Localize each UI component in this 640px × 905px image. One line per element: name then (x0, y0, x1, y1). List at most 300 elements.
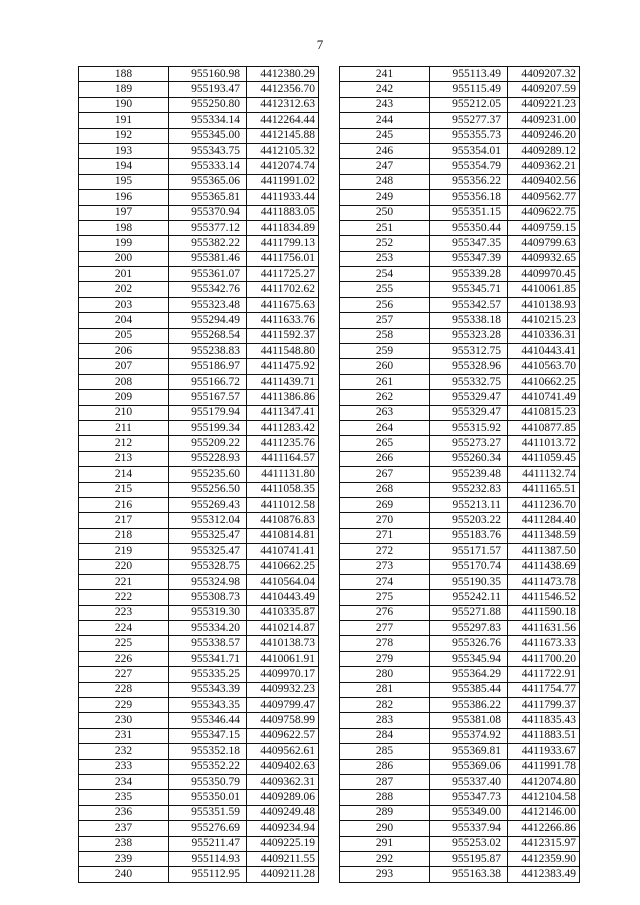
y-coordinate-cell: 4411284.40 (508, 513, 580, 528)
table-row (340, 497, 580, 512)
x-coordinate-cell: 955334.14 (169, 113, 247, 128)
point-number-cell: 213 (79, 451, 169, 466)
x-coordinate-cell: 955190.35 (430, 574, 508, 589)
y-coordinate-cell: 4410741.41 (247, 544, 319, 559)
table-row (340, 759, 580, 774)
y-coordinate-cell: 4409970.17 (247, 667, 319, 682)
x-coordinate-cell: 955160.98 (169, 67, 247, 82)
point-number-cell: 218 (79, 528, 169, 543)
point-number-cell: 258 (340, 328, 430, 343)
table-row (340, 174, 580, 189)
point-number-cell: 260 (340, 359, 430, 374)
x-coordinate-cell: 955297.83 (430, 621, 508, 636)
point-number-cell: 200 (79, 251, 169, 266)
table-row (340, 236, 580, 251)
y-coordinate-cell: 4409211.55 (247, 851, 319, 866)
table-row (79, 236, 319, 251)
y-coordinate-cell: 4411475.92 (247, 359, 319, 374)
x-coordinate-cell: 955343.35 (169, 698, 247, 713)
point-number-cell: 212 (79, 436, 169, 451)
point-number-cell: 246 (340, 143, 430, 158)
point-number-cell: 191 (79, 113, 169, 128)
y-coordinate-cell: 4410214.87 (247, 621, 319, 636)
point-number-cell: 252 (340, 236, 430, 251)
table-row (340, 867, 580, 882)
y-coordinate-cell: 4412074.74 (247, 159, 319, 174)
table-row (340, 728, 580, 743)
y-coordinate-cell: 4412266.86 (508, 821, 580, 836)
point-number-cell: 267 (340, 467, 430, 482)
x-coordinate-cell: 955277.37 (430, 113, 508, 128)
y-coordinate-cell: 4411387.50 (508, 544, 580, 559)
point-number-cell: 240 (79, 867, 169, 882)
x-coordinate-cell: 955232.83 (430, 482, 508, 497)
table-row (340, 544, 580, 559)
table-row (340, 790, 580, 805)
x-coordinate-cell: 955112.95 (169, 867, 247, 882)
y-coordinate-cell: 4411700.20 (508, 651, 580, 666)
point-number-cell: 291 (340, 836, 430, 851)
point-number-cell: 249 (340, 190, 430, 205)
y-coordinate-cell: 4410564.04 (247, 574, 319, 589)
x-coordinate-cell: 955238.83 (169, 344, 247, 359)
table-row (79, 436, 319, 451)
point-number-cell: 273 (340, 559, 430, 574)
table-row (79, 867, 319, 882)
point-number-cell: 235 (79, 790, 169, 805)
y-coordinate-cell: 4409207.59 (508, 82, 580, 97)
point-number-cell: 207 (79, 359, 169, 374)
table-row (340, 682, 580, 697)
x-coordinate-cell: 955352.22 (169, 759, 247, 774)
y-coordinate-cell: 4409622.75 (508, 205, 580, 220)
point-number-cell: 280 (340, 667, 430, 682)
y-coordinate-cell: 4410138.93 (508, 297, 580, 312)
point-number-cell: 188 (79, 67, 169, 82)
x-coordinate-cell: 955329.47 (430, 390, 508, 405)
point-number-cell: 231 (79, 728, 169, 743)
table-row (79, 328, 319, 343)
y-coordinate-cell: 4409758.99 (247, 713, 319, 728)
y-coordinate-cell: 4410877.85 (508, 420, 580, 435)
table-row (340, 282, 580, 297)
table-row (79, 113, 319, 128)
x-coordinate-cell: 955193.47 (169, 82, 247, 97)
y-coordinate-cell: 4409207.32 (508, 67, 580, 82)
x-coordinate-cell: 955338.57 (169, 636, 247, 651)
x-coordinate-cell: 955326.76 (430, 636, 508, 651)
point-number-cell: 262 (340, 390, 430, 405)
table-row (79, 220, 319, 235)
point-number-cell: 282 (340, 698, 430, 713)
y-coordinate-cell: 4411058.35 (247, 482, 319, 497)
y-coordinate-cell: 4409402.63 (247, 759, 319, 774)
point-number-cell: 232 (79, 744, 169, 759)
x-coordinate-cell: 955338.18 (430, 313, 508, 328)
y-coordinate-cell: 4412264.44 (247, 113, 319, 128)
table-row (340, 359, 580, 374)
point-number-cell: 210 (79, 405, 169, 420)
y-coordinate-cell: 4411756.01 (247, 251, 319, 266)
table-row (79, 621, 319, 636)
table-row (79, 143, 319, 158)
x-coordinate-cell: 955369.06 (430, 759, 508, 774)
x-coordinate-cell: 955260.34 (430, 451, 508, 466)
table-row (340, 744, 580, 759)
y-coordinate-cell: 4411633.76 (247, 313, 319, 328)
y-coordinate-cell: 4409932.23 (247, 682, 319, 697)
y-coordinate-cell: 4411675.63 (247, 297, 319, 312)
y-coordinate-cell: 4409562.61 (247, 744, 319, 759)
x-coordinate-cell: 955269.43 (169, 497, 247, 512)
table-row (340, 605, 580, 620)
x-coordinate-cell: 955345.94 (430, 651, 508, 666)
x-coordinate-cell: 955271.88 (430, 605, 508, 620)
table-row (79, 805, 319, 820)
y-coordinate-cell: 4411673.33 (508, 636, 580, 651)
y-coordinate-cell: 4410336.31 (508, 328, 580, 343)
y-coordinate-cell: 4411013.72 (508, 436, 580, 451)
y-coordinate-cell: 4409402.56 (508, 174, 580, 189)
x-coordinate-cell: 955319.30 (169, 605, 247, 620)
table-row (79, 821, 319, 836)
table-row (79, 651, 319, 666)
table-row (79, 82, 319, 97)
point-number-cell: 214 (79, 467, 169, 482)
y-coordinate-cell: 4411754.77 (508, 682, 580, 697)
point-number-cell: 219 (79, 544, 169, 559)
table-row (340, 636, 580, 651)
x-coordinate-cell: 955369.81 (430, 744, 508, 759)
y-coordinate-cell: 4411283.42 (247, 420, 319, 435)
table-row (79, 451, 319, 466)
table-row (79, 482, 319, 497)
point-number-cell: 253 (340, 251, 430, 266)
y-coordinate-cell: 4409799.63 (508, 236, 580, 251)
point-number-cell: 229 (79, 698, 169, 713)
x-coordinate-cell: 955347.15 (169, 728, 247, 743)
y-coordinate-cell: 4411131.80 (247, 467, 319, 482)
x-coordinate-cell: 955170.74 (430, 559, 508, 574)
y-coordinate-cell: 4411347.41 (247, 405, 319, 420)
y-coordinate-cell: 4410215.23 (508, 313, 580, 328)
y-coordinate-cell: 4411386.86 (247, 390, 319, 405)
y-coordinate-cell: 4411236.70 (508, 497, 580, 512)
table-row (79, 374, 319, 389)
y-coordinate-cell: 4412104.58 (508, 790, 580, 805)
x-coordinate-cell: 955347.73 (430, 790, 508, 805)
table-row (79, 159, 319, 174)
y-coordinate-cell: 4411439.71 (247, 374, 319, 389)
point-number-cell: 256 (340, 297, 430, 312)
table-row (79, 359, 319, 374)
table-row (79, 744, 319, 759)
x-coordinate-cell: 955347.39 (430, 251, 508, 266)
table-row (340, 851, 580, 866)
point-number-cell: 288 (340, 790, 430, 805)
y-coordinate-cell: 4409246.20 (508, 128, 580, 143)
y-coordinate-cell: 4412380.29 (247, 67, 319, 82)
table-row (79, 667, 319, 682)
x-coordinate-cell: 955195.87 (430, 851, 508, 866)
table-row (79, 174, 319, 189)
x-coordinate-cell: 955186.97 (169, 359, 247, 374)
table-row (79, 590, 319, 605)
y-coordinate-cell: 4411883.51 (508, 728, 580, 743)
point-number-cell: 243 (340, 97, 430, 112)
point-number-cell: 283 (340, 713, 430, 728)
table-row (340, 621, 580, 636)
x-coordinate-cell: 955355.73 (430, 128, 508, 143)
table-row (79, 790, 319, 805)
point-number-cell: 286 (340, 759, 430, 774)
x-coordinate-cell: 955179.94 (169, 405, 247, 420)
table-row (340, 451, 580, 466)
table-row (340, 528, 580, 543)
point-number-cell: 216 (79, 497, 169, 512)
table-row (79, 759, 319, 774)
point-number-cell: 242 (340, 82, 430, 97)
point-number-cell: 255 (340, 282, 430, 297)
y-coordinate-cell: 4411631.56 (508, 621, 580, 636)
table-row (340, 297, 580, 312)
x-coordinate-cell: 955114.93 (169, 851, 247, 866)
x-coordinate-cell: 955342.76 (169, 282, 247, 297)
x-coordinate-cell: 955312.75 (430, 344, 508, 359)
point-number-cell: 292 (340, 851, 430, 866)
x-coordinate-cell: 955167.57 (169, 390, 247, 405)
point-number-cell: 230 (79, 713, 169, 728)
x-coordinate-cell: 955377.12 (169, 220, 247, 235)
point-number-cell: 270 (340, 513, 430, 528)
y-coordinate-cell: 4412146.00 (508, 805, 580, 820)
table-row (79, 405, 319, 420)
table-row (79, 344, 319, 359)
x-coordinate-cell: 955374.92 (430, 728, 508, 743)
y-coordinate-cell: 4410662.25 (508, 374, 580, 389)
x-coordinate-cell: 955323.48 (169, 297, 247, 312)
x-coordinate-cell: 955213.11 (430, 497, 508, 512)
x-coordinate-cell: 955323.28 (430, 328, 508, 343)
table-row (340, 82, 580, 97)
x-coordinate-cell: 955239.48 (430, 467, 508, 482)
point-number-cell: 244 (340, 113, 430, 128)
x-coordinate-cell: 955365.81 (169, 190, 247, 205)
page-number: 7 (316, 37, 324, 52)
table-row (79, 636, 319, 651)
y-coordinate-cell: 4412312.63 (247, 97, 319, 112)
y-coordinate-cell: 4410815.23 (508, 405, 580, 420)
coordinates-table-right-body (340, 67, 580, 883)
x-coordinate-cell: 955361.07 (169, 267, 247, 282)
point-number-cell: 234 (79, 774, 169, 789)
table-row (340, 436, 580, 451)
point-number-cell: 190 (79, 97, 169, 112)
y-coordinate-cell: 4411835.43 (508, 713, 580, 728)
table-row (340, 836, 580, 851)
table-row (79, 851, 319, 866)
y-coordinate-cell: 4411702.62 (247, 282, 319, 297)
x-coordinate-cell: 955333.14 (169, 159, 247, 174)
point-number-cell: 204 (79, 313, 169, 328)
y-coordinate-cell: 4411473.78 (508, 574, 580, 589)
x-coordinate-cell: 955203.22 (430, 513, 508, 528)
point-number-cell: 241 (340, 67, 430, 82)
x-coordinate-cell: 955350.44 (430, 220, 508, 235)
x-coordinate-cell: 955335.25 (169, 667, 247, 682)
point-number-cell: 271 (340, 528, 430, 543)
table-row (340, 97, 580, 112)
point-number-cell: 236 (79, 805, 169, 820)
point-number-cell: 233 (79, 759, 169, 774)
table-row (79, 251, 319, 266)
x-coordinate-cell: 955354.01 (430, 143, 508, 158)
table-row (79, 713, 319, 728)
point-number-cell: 275 (340, 590, 430, 605)
point-number-cell: 198 (79, 220, 169, 235)
y-coordinate-cell: 4411164.57 (247, 451, 319, 466)
point-number-cell: 251 (340, 220, 430, 235)
table-row (340, 467, 580, 482)
table-row (340, 482, 580, 497)
x-coordinate-cell: 955351.15 (430, 205, 508, 220)
y-coordinate-cell: 4411722.91 (508, 667, 580, 682)
y-coordinate-cell: 4410443.41 (508, 344, 580, 359)
point-number-cell: 227 (79, 667, 169, 682)
point-number-cell: 250 (340, 205, 430, 220)
table-row (340, 143, 580, 158)
table-row (79, 313, 319, 328)
table-row (79, 205, 319, 220)
point-number-cell: 239 (79, 851, 169, 866)
table-row (79, 698, 319, 713)
table-row (340, 590, 580, 605)
table-row (340, 821, 580, 836)
table-row (79, 390, 319, 405)
table-row (340, 113, 580, 128)
point-number-cell: 278 (340, 636, 430, 651)
y-coordinate-cell: 4409225.19 (247, 836, 319, 851)
y-coordinate-cell: 4411348.59 (508, 528, 580, 543)
x-coordinate-cell: 955113.49 (430, 67, 508, 82)
table-row (340, 774, 580, 789)
y-coordinate-cell: 4412356.70 (247, 82, 319, 97)
point-number-cell: 215 (79, 482, 169, 497)
y-coordinate-cell: 4409289.06 (247, 790, 319, 805)
x-coordinate-cell: 955332.75 (430, 374, 508, 389)
x-coordinate-cell: 955364.29 (430, 667, 508, 682)
table-row (79, 190, 319, 205)
point-number-cell: 220 (79, 559, 169, 574)
table-row (79, 467, 319, 482)
y-coordinate-cell: 4411725.27 (247, 267, 319, 282)
x-coordinate-cell: 955163.38 (430, 867, 508, 882)
y-coordinate-cell: 4409234.94 (247, 821, 319, 836)
point-number-cell: 224 (79, 621, 169, 636)
x-coordinate-cell: 955347.35 (430, 236, 508, 251)
point-number-cell: 205 (79, 328, 169, 343)
point-number-cell: 206 (79, 344, 169, 359)
point-number-cell: 268 (340, 482, 430, 497)
x-coordinate-cell: 955343.39 (169, 682, 247, 697)
point-number-cell: 285 (340, 744, 430, 759)
x-coordinate-cell: 955356.18 (430, 190, 508, 205)
table-row (79, 420, 319, 435)
point-number-cell: 226 (79, 651, 169, 666)
table-row (340, 128, 580, 143)
x-coordinate-cell: 955308.73 (169, 590, 247, 605)
point-number-cell: 209 (79, 390, 169, 405)
y-coordinate-cell: 4411235.76 (247, 436, 319, 451)
point-number-cell: 274 (340, 574, 430, 589)
x-coordinate-cell: 955354.79 (430, 159, 508, 174)
point-number-cell: 289 (340, 805, 430, 820)
table-row (79, 497, 319, 512)
table-row (79, 605, 319, 620)
table-row (79, 836, 319, 851)
y-coordinate-cell: 4410138.73 (247, 636, 319, 651)
x-coordinate-cell: 955356.22 (430, 174, 508, 189)
x-coordinate-cell: 955199.34 (169, 420, 247, 435)
point-number-cell: 192 (79, 128, 169, 143)
point-number-cell: 217 (79, 513, 169, 528)
x-coordinate-cell: 955365.06 (169, 174, 247, 189)
point-number-cell: 195 (79, 174, 169, 189)
point-number-cell: 189 (79, 82, 169, 97)
point-number-cell: 222 (79, 590, 169, 605)
point-number-cell: 257 (340, 313, 430, 328)
point-number-cell: 194 (79, 159, 169, 174)
table-row (79, 67, 319, 82)
point-number-cell: 221 (79, 574, 169, 589)
x-coordinate-cell: 955343.75 (169, 143, 247, 158)
x-coordinate-cell: 955350.79 (169, 774, 247, 789)
x-coordinate-cell: 955253.02 (430, 836, 508, 851)
point-number-cell: 272 (340, 544, 430, 559)
x-coordinate-cell: 955324.98 (169, 574, 247, 589)
x-coordinate-cell: 955211.47 (169, 836, 247, 851)
table-row (79, 513, 319, 528)
x-coordinate-cell: 955329.47 (430, 405, 508, 420)
coordinates-table-left (78, 66, 319, 883)
y-coordinate-cell: 4409970.45 (508, 267, 580, 282)
point-number-cell: 287 (340, 774, 430, 789)
point-number-cell: 201 (79, 267, 169, 282)
y-coordinate-cell: 4409759.15 (508, 220, 580, 235)
y-coordinate-cell: 4409362.31 (247, 774, 319, 789)
point-number-cell: 263 (340, 405, 430, 420)
point-number-cell: 223 (79, 605, 169, 620)
y-coordinate-cell: 4412074.80 (508, 774, 580, 789)
y-coordinate-cell: 4411933.67 (508, 744, 580, 759)
table-row (340, 390, 580, 405)
y-coordinate-cell: 4409562.77 (508, 190, 580, 205)
point-number-cell: 237 (79, 821, 169, 836)
point-number-cell: 269 (340, 497, 430, 512)
point-number-cell: 264 (340, 420, 430, 435)
table-row (340, 651, 580, 666)
point-number-cell: 281 (340, 682, 430, 697)
point-number-cell: 279 (340, 651, 430, 666)
point-number-cell: 277 (340, 621, 430, 636)
x-coordinate-cell: 955381.08 (430, 713, 508, 728)
x-coordinate-cell: 955209.22 (169, 436, 247, 451)
y-coordinate-cell: 4410741.49 (508, 390, 580, 405)
x-coordinate-cell: 955345.71 (430, 282, 508, 297)
point-number-cell: 261 (340, 374, 430, 389)
point-number-cell: 284 (340, 728, 430, 743)
table-row (79, 544, 319, 559)
